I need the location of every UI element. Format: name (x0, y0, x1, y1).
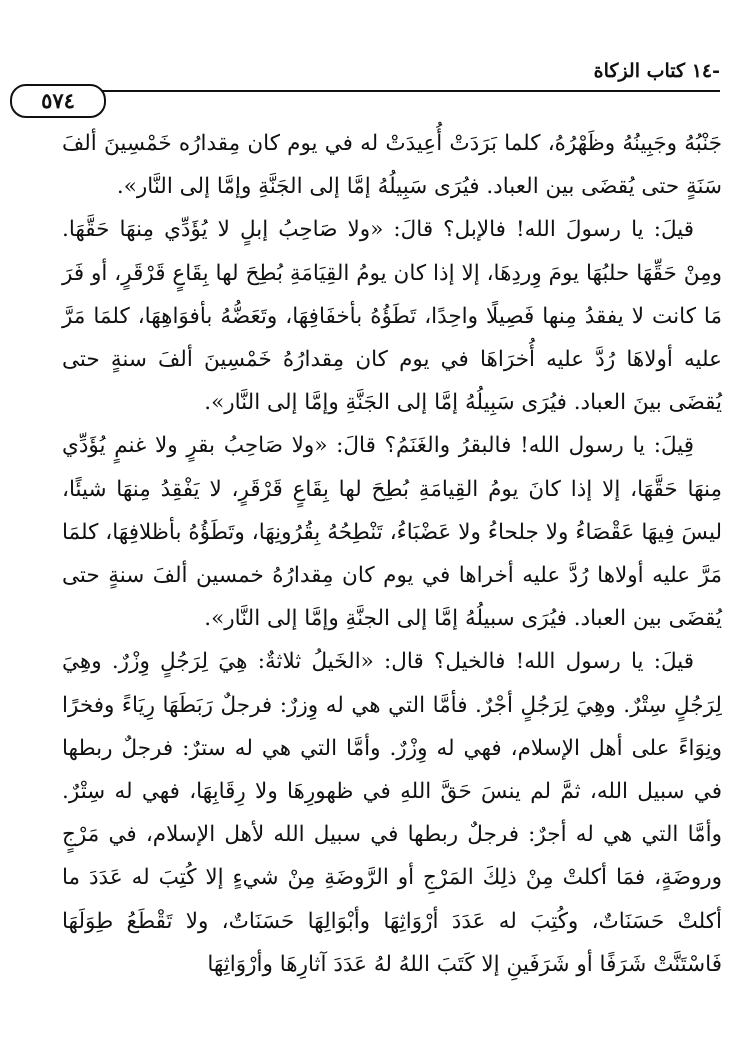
paragraph-1: جَنْبُهُ وجَبِينُهُ وظَهْرُهُ، كلما بَرَدَتْ أُعِيدَتْ له في يوم كان مِقدارُه خَمْسِينَ ألفَ سَنَةٍ حتى يُقضَى بين العباد. فيُرَى سَبِيلُهُ إمَّا إلى الجَنَّةِ وإمَّا إلى النَّار». (62, 131, 722, 200)
page-header (60, 58, 720, 98)
header-rule (60, 90, 720, 92)
page-number-badge: ٥٧٤ (10, 84, 106, 118)
chapter-title: -١٤ كتاب الزكاة (593, 60, 720, 82)
paragraph-2: قيلَ: يا رسولَ الله! فالإبل؟ قالَ: «ولا صَاحِبُ إبلٍ لا يُؤَدِّي مِنهَا حَقَّهَا. ومِنْ حَقِّهَا حلبُهَا يومَ وِردِهَا، إلا إذا كان يومُ القِيَامَةِ بُطِحَ لها بِقَاعٍ قَرْقَرٍ، أو فَرَ مَا كانت لا يفقدُ مِنها فَصِيلًا واحِدًا، تَطَؤُهُ بأخفَافِهَا، وتَعَضُّهُ بأفوَاهِهَا، كلمَا مَرَّ عليه أولاهَا رُدَّ عليه أُخرَاهَا في يوم كان مِقدارُهُ خَمْسِينَ ألفَ سنةٍ حتى يُقضَى بينَ العباد. فيُرَى سَبِيلُهُ إمَّا إلى الجَنَّةِ وإمَّا إلى النَّار». (62, 217, 722, 416)
body-text (62, 122, 722, 986)
paragraph-4: قيلَ: يا رسول الله! فالخيل؟ قال: «الخَيلُ ثلاثةٌ: هِيَ لِرَجُلٍ وِزْرٌ. وهِيَ لِرَجُلٍ سِتْرٌ. وهِيَ لِرَجُلٍ أجْرٌ. فأمَّا التي هي له وِزرٌ: فرجلٌ رَبَطَهَا رِيَاءً وفخرًا ونِوَاءً على أهل الإسلام، فهي له وِزْرٌ. وأمَّا التي هي له سترٌ: فرجلٌ ربطها في سبيل الله، ثمَّ لم ينسَ حَقَّ اللهِ في ظهورِهَا ولا رِقَابِهَا، فهي له سِتْرٌ. وأمَّا التي هي له أجرٌ: فرجلٌ ربطها في سبيل الله لأهل الإسلام، في مَرْجٍ وروضَةٍ، فمَا أكلتْ مِنْ ذلِكَ المَرْجِ أو الرَّوضَةِ مِنْ شيءٍ إلا كُتِبَ له عَدَدَ ما أكلتْ حَسَنَاتٌ، وكُتِبَ له عَدَدَ أرْوَاثِهَا وأبْوَالِهَا حَسَنَاتٌ، ولا تَقْطَعُ طِوَلَهَا فَاسْتَنَّتْ شَرَفًا أو شَرَفَينِ إلا كَتَبَ اللهُ لهُ عَدَدَ آثارِهَا وأرْوَاثِهَا (62, 649, 722, 977)
paragraph-3: قِيلَ: يا رسول الله! فالبقرُ والغَنَمُ؟ قالَ: «ولا صَاحِبُ بقرٍ ولا غنمٍ يُؤَدِّي مِنهَا حَقَّهَا، إلا إذا كانَ يومُ القِيامَةِ بُطِحَ لها بِقَاعٍ قَرْقَرٍ، لا يَفْقِدُ مِنهَا شيئًا، ليسَ فِيهَا عَقْصَاءُ ولا جلحاءُ ولا عَضْبَاءُ، تَنْطِحُهُ بِقُرُونِهَا، وتَطَؤُهُ بأظلافِهَا، كلمَا مَرَّ عليه أولاها رُدَّ عليه أخراها في يوم كان مِقدارُهُ خمسين ألفَ سنةٍ حتى يُقضَى بين العباد. فيُرَى سبيلُهُ إمَّا إلى الجنَّةِ وإمَّا إلى النَّار». (62, 433, 722, 632)
